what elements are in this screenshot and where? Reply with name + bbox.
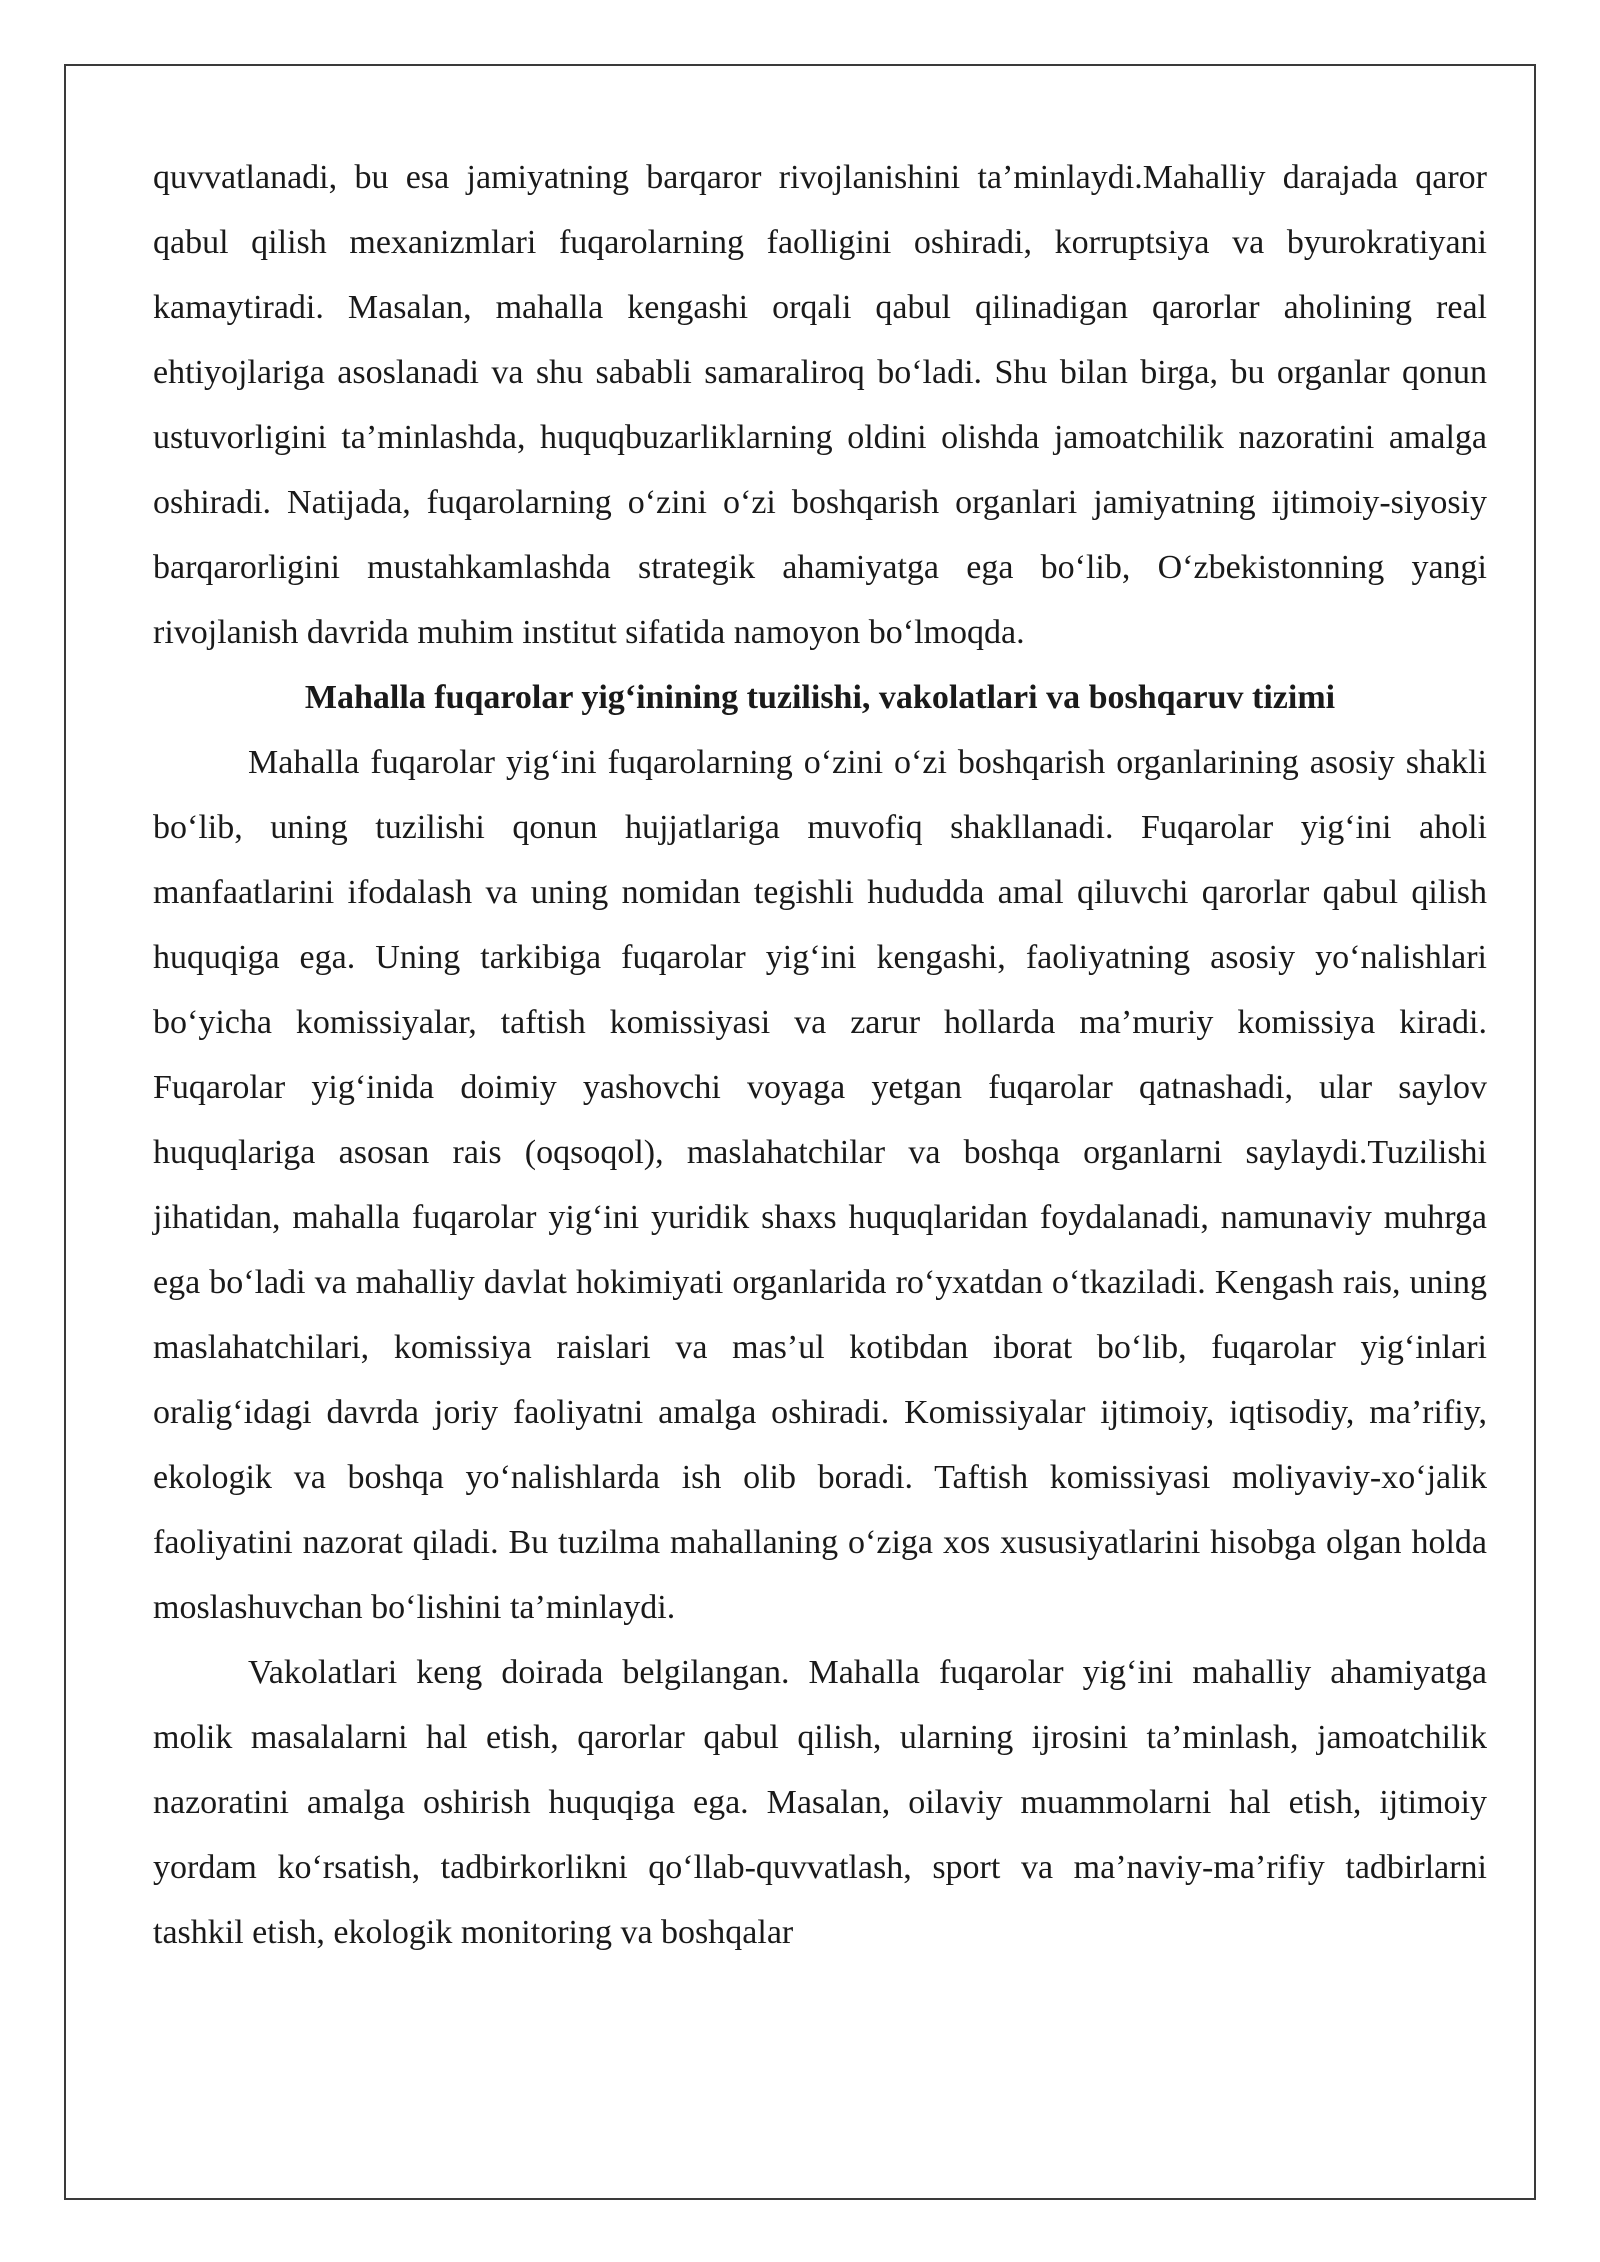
body-paragraph-powers: Vakolatlari keng doirada belgilangan. Mahalla fuqarolar yig‘ini mahalliy ahamiyatga molik masalalarni hal etish, qarorlar qabul qilish, ularning ijrosini ta’minlash, jamoatchilik nazoratini amalga oshirish huquqiga ega. Masalan, oilaviy muammolarni hal etish, ijtimoiy yordam ko‘rsatish, tadbirkorlikni qo‘llab-quvvatlash, sport va ma’naviy-ma’rifiy tadbirlarni tashkil etish, ekologik monitoring va boshqalar [153,1654,1487,1951]
body-paragraph-continued: quvvatlanadi, bu esa jamiyatning barqaror rivojlanishini ta’minlaydi.Mahalliy darajada qaror qabul qilish mexanizmlari fuqarolarning faolligini oshiradi, korruptsiya va byurokratiyani kamaytiradi. Masalan, mahalla kengashi orqali qabul qilinadigan qarorlar aholining real ehtiyojlariga asoslanadi va shu sababli samaraliroq bo‘ladi. Shu bilan birga, bu organlar qonun ustuvorligini ta’minlashda, huquqbuzarliklarning oldini olishda jamoatchilik nazoratini amalga oshiradi. Natijada, fuqarolarning o‘zini o‘zi boshqarish organlari jamiyatning ijtimoiy-siyosiy barqarorligini mustahkamlashda strategik ahamiyatga ega bo‘lib, O‘zbekistonning yangi rivojlanish davrida muhim institut sifatida namoyon bo‘lmoqda. [153,159,1487,651]
section-heading: Mahalla fuqarolar yig‘inining tuzilishi, vakolatlari va boshqaruv tizimi [304,679,1336,716]
document-body [153,145,1487,1965]
body-paragraph-structure: Mahalla fuqarolar yig‘ini fuqarolarning o‘zini o‘zi boshqarish organlarining asosiy shakli bo‘lib, uning tuzilishi qonun hujjatlariga muvofiq shakllanadi. Fuqarolar yig‘ini aholi manfaatlarini ifodalash va uning nomidan tegishli hududda amal qiluvchi qarorlar qabul qilish huquqiga ega. Uning tarkibiga fuqarolar yig‘ini kengashi, faoliyatning asosiy yo‘nalishlari bo‘yicha komissiyalar, taftish komissiyasi va zarur hollarda ma’muriy komissiya kiradi. Fuqarolar yig‘inida doimiy yashovchi voyaga yetgan fuqarolar qatnashadi, ular saylov huquqlariga asosan rais (oqsoqol), maslahatchilar va boshqa organlarni saylaydi.Tuzilishi jihatidan, mahalla fuqarolar yig‘ini yuridik shaxs huquqlaridan foydalanadi, namunaviy muhrga ega bo‘ladi va mahalliy davlat hokimiyati organlarida ro‘yxatdan o‘tkaziladi. Kengash rais, uning maslahatchilari, komissiya raislari va mas’ul kotibdan iborat bo‘lib, fuqarolar yig‘inlari oralig‘idagi davrda joriy faoliyatni amalga oshiradi. Komissiyalar ijtimoiy, iqtisodiy, ma’rifiy, ekologik va boshqa yo‘nalishlarda ish olib boradi. Taftish komissiyasi moliyaviy-xo‘jalik faoliyatini nazorat qiladi. Bu tuzilma mahallaning o‘ziga xos xususiyatlarini hisobga olgan holda moslashuvchan bo‘lishini ta’minlaydi. [153,744,1487,1626]
